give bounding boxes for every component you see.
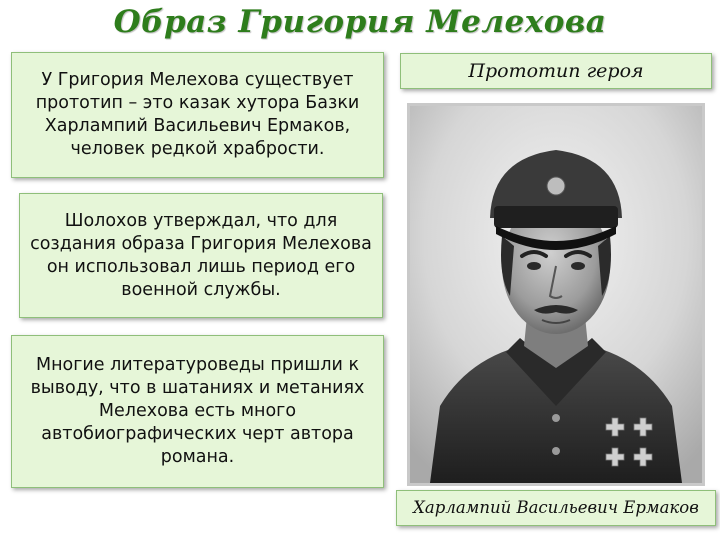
photo-caption: Харлампий Васильевич Ермаков (396, 490, 716, 526)
portrait-illustration (410, 106, 702, 483)
text-block-critics (11, 335, 384, 488)
prototype-label: Прототип героя (400, 53, 712, 89)
text-block-prototype (11, 52, 384, 178)
text-block-text: Шолохов утверждал, что для создания образа Григория Мелехова он использовал лишь период его военной службы. (30, 210, 372, 300)
text-block-text: Многие литературоведы пришли к выводу, что в шатаниях и метаниях Мелехова есть много автобиографических черт автора романа. (30, 355, 365, 467)
portrait-photo (407, 103, 705, 486)
text-block-text: У Григория Мелехова существует прототип – это казак хутора Базки Харлампий Васильевич Ермаков, человек редкой храбрости. (35, 70, 360, 159)
text-block-sholokhov (19, 193, 383, 318)
slide-title: Образ Григория Мелехова (113, 4, 607, 40)
